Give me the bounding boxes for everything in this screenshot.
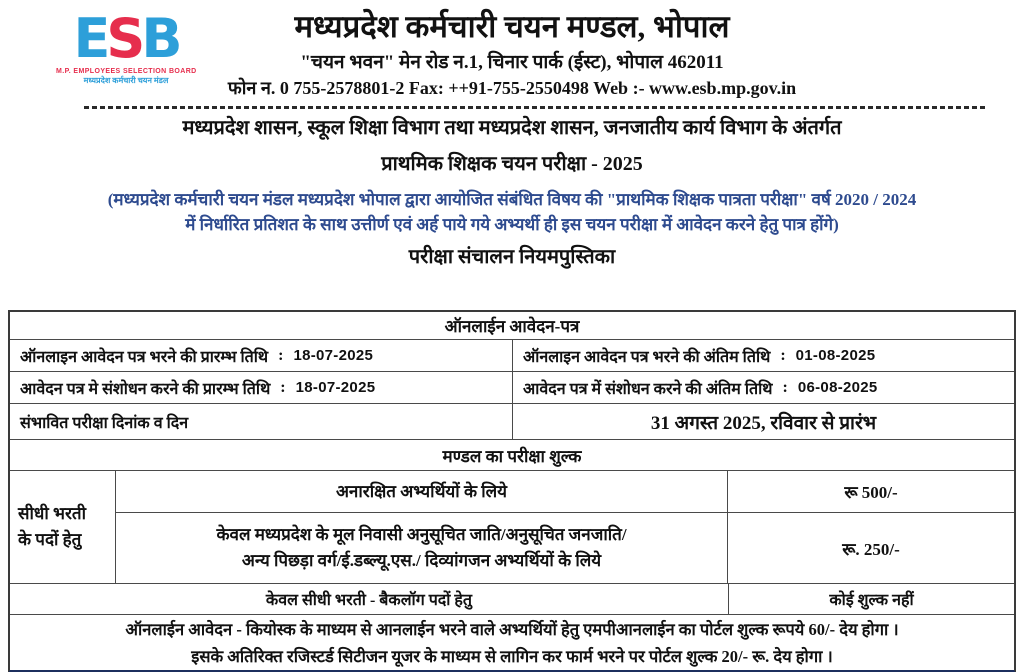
board-title: मध्यप्रदेश कर्मचारी चयन मण्डल, भोपाल [294,9,730,44]
eligibility-line-2: में निर्धारित प्रतिशत के साथ उत्तीर्ण एवं अर्ह पाये गये अभ्यर्थी ही इस चयन परीक्षा में आवेदन करने हेतु पात्र होंगे) [185,215,839,234]
correction-last-cell: आवेदन पत्र में संशोधन करने की अंतिम तिथि : 06-08-2025 [512,372,1014,403]
start-date-cell: ऑनलाइन आवेदन पत्र भरने की प्रारम्भ तिथि : 18-07-2025 [20,346,374,366]
portal-fee-note-line-2: इसके अतिरिक्त रजिस्टर्ड सिटीजन यूजर के माध्यम से लागिन कर फार्म भरने पर पोर्टल शुल्क 20/- रू. देय होगा । [191,646,833,666]
correction-dates-row [10,371,1014,403]
online-application-section-header: ऑनलाईन आवेदन-पत्र [444,317,580,336]
portal-fee-note [10,614,1014,670]
reserved-fee-cell: रू. 250/- [727,512,1014,583]
rulebook-title: परीक्षा संचालन नियमपुस्तिका [408,246,616,268]
logo-letter-e: E [73,7,107,70]
portal-fee-note-line-1: ऑनलाईन आवेदन - कियोस्क के माध्यम से आनलाईन भरने वाले अभ्यर्थियों हेतु एमपीआनलाईन का पोर्टल शुल्क रूपये 60/- देय होगा । [125,619,899,639]
backlog-row [10,583,1014,614]
correction-last-label: आवेदन पत्र में संशोधन करने की अंतिम तिथि [523,380,773,398]
dashed-separator [84,106,988,109]
logo-letter-b: B [141,7,179,70]
category-line-1: सीधी भरती [18,504,86,523]
department-heading: मध्यप्रदेश शासन, स्कूल शिक्षा विभाग तथा मध्यप्रदेश शासन, जनजातीय कार्य विभाग के अंतर्गत [182,117,842,139]
esb-logo-letters [56,7,196,70]
reserved-description-line-2: अन्य पिछड़ा वर्ग/ई.डब्ल्यू.एस./ दिव्यांगजन अभ्यर्थियों के लिये [241,551,602,570]
notice-table [8,310,1016,672]
direct-recruitment-category-cell [10,471,115,583]
exam-date-label: संभावित परीक्षा दिनांक व दिन [20,414,189,432]
unreserved-description-cell: अनारक्षित अभ्यर्थियों के लिये [115,471,727,512]
exam-date-label-cell [10,404,512,439]
backlog-description-cell: केवल सीधी भरती - बैकलॉग पदों हेतु [265,592,473,609]
reserved-description-line-1: केवल मध्यप्रदेश के मूल निवासी अनुसूचित जाति/अनुसूचित जनजाति/ [216,525,627,544]
correction-start-label: आवेदन पत्र मे संशोधन करने की प्रारम्भ तिथि [20,380,271,398]
logo-caption-english: M.P. EMPLOYEES SELECTION BOARD [56,68,197,75]
fee-section-header: मण्डल का परीक्षा शुल्क [442,446,582,466]
logo-caption-hindi: मध्यप्रदेश कर्मचारी चयन मंडल [83,76,169,85]
exam-date-value-cell [512,404,1014,439]
eligibility-line-1: (मध्यप्रदेश कर्मचारी चयन मंडल मध्यप्रदेश भोपाल द्वारा आयोजित संबंधित विषय की "प्राथमिक शिक्षक पात्रता परीक्षा" वर्ष 2020 / 2024 [107,190,917,209]
board-address: "चयन भवन" मेन रोड न.1, चिनार पार्क (ईस्ट), भोपाल 462011 [300,52,724,73]
exam-date-value: 31 अगस्त 2025, रविवार से प्रारंभ [650,412,877,434]
start-date-label: ऑनलाइन आवेदन पत्र भरने की प्रारम्भ तिथि [20,348,269,366]
category-line-2: के पदों हेतु [18,530,82,549]
board-contact-line: फोन न. 0 755-2578801-2 Fax: ++91-755-2550498 Web :- www.esb.mp.gov.in [227,78,797,98]
last-date-cell: ऑनलाइन आवेदन पत्र भरने की अंतिम तिथि : 01-08-2025 [512,340,1014,371]
backlog-fee-cell: कोई शुल्क नहीं [728,584,1014,614]
correction-start-cell: आवेदन पत्र मे संशोधन करने की प्रारम्भ तिथि : 18-07-2025 [20,378,376,398]
last-date-label: ऑनलाइन आवेदन पत्र भरने की अंतिम तिथि [523,348,771,366]
exam-title: प्राथमिक शिक्षक चयन परीक्षा - 2025 [381,153,643,175]
start-date-value: 18-07-2025 [293,347,374,364]
correction-start-value: 18-07-2025 [295,379,376,396]
eligibility-note [0,187,1024,237]
reserved-description-cell [115,512,727,583]
unreserved-fee-cell: रू 500/- [727,471,1014,512]
fee-grid [10,470,1014,583]
esb-logo [56,7,197,86]
logo-letter-s: S [106,7,142,70]
correction-last-value: 06-08-2025 [797,379,878,396]
exam-date-row [10,403,1014,439]
last-date-value: 01-08-2025 [795,347,876,364]
application-dates-row-1 [10,339,1014,371]
